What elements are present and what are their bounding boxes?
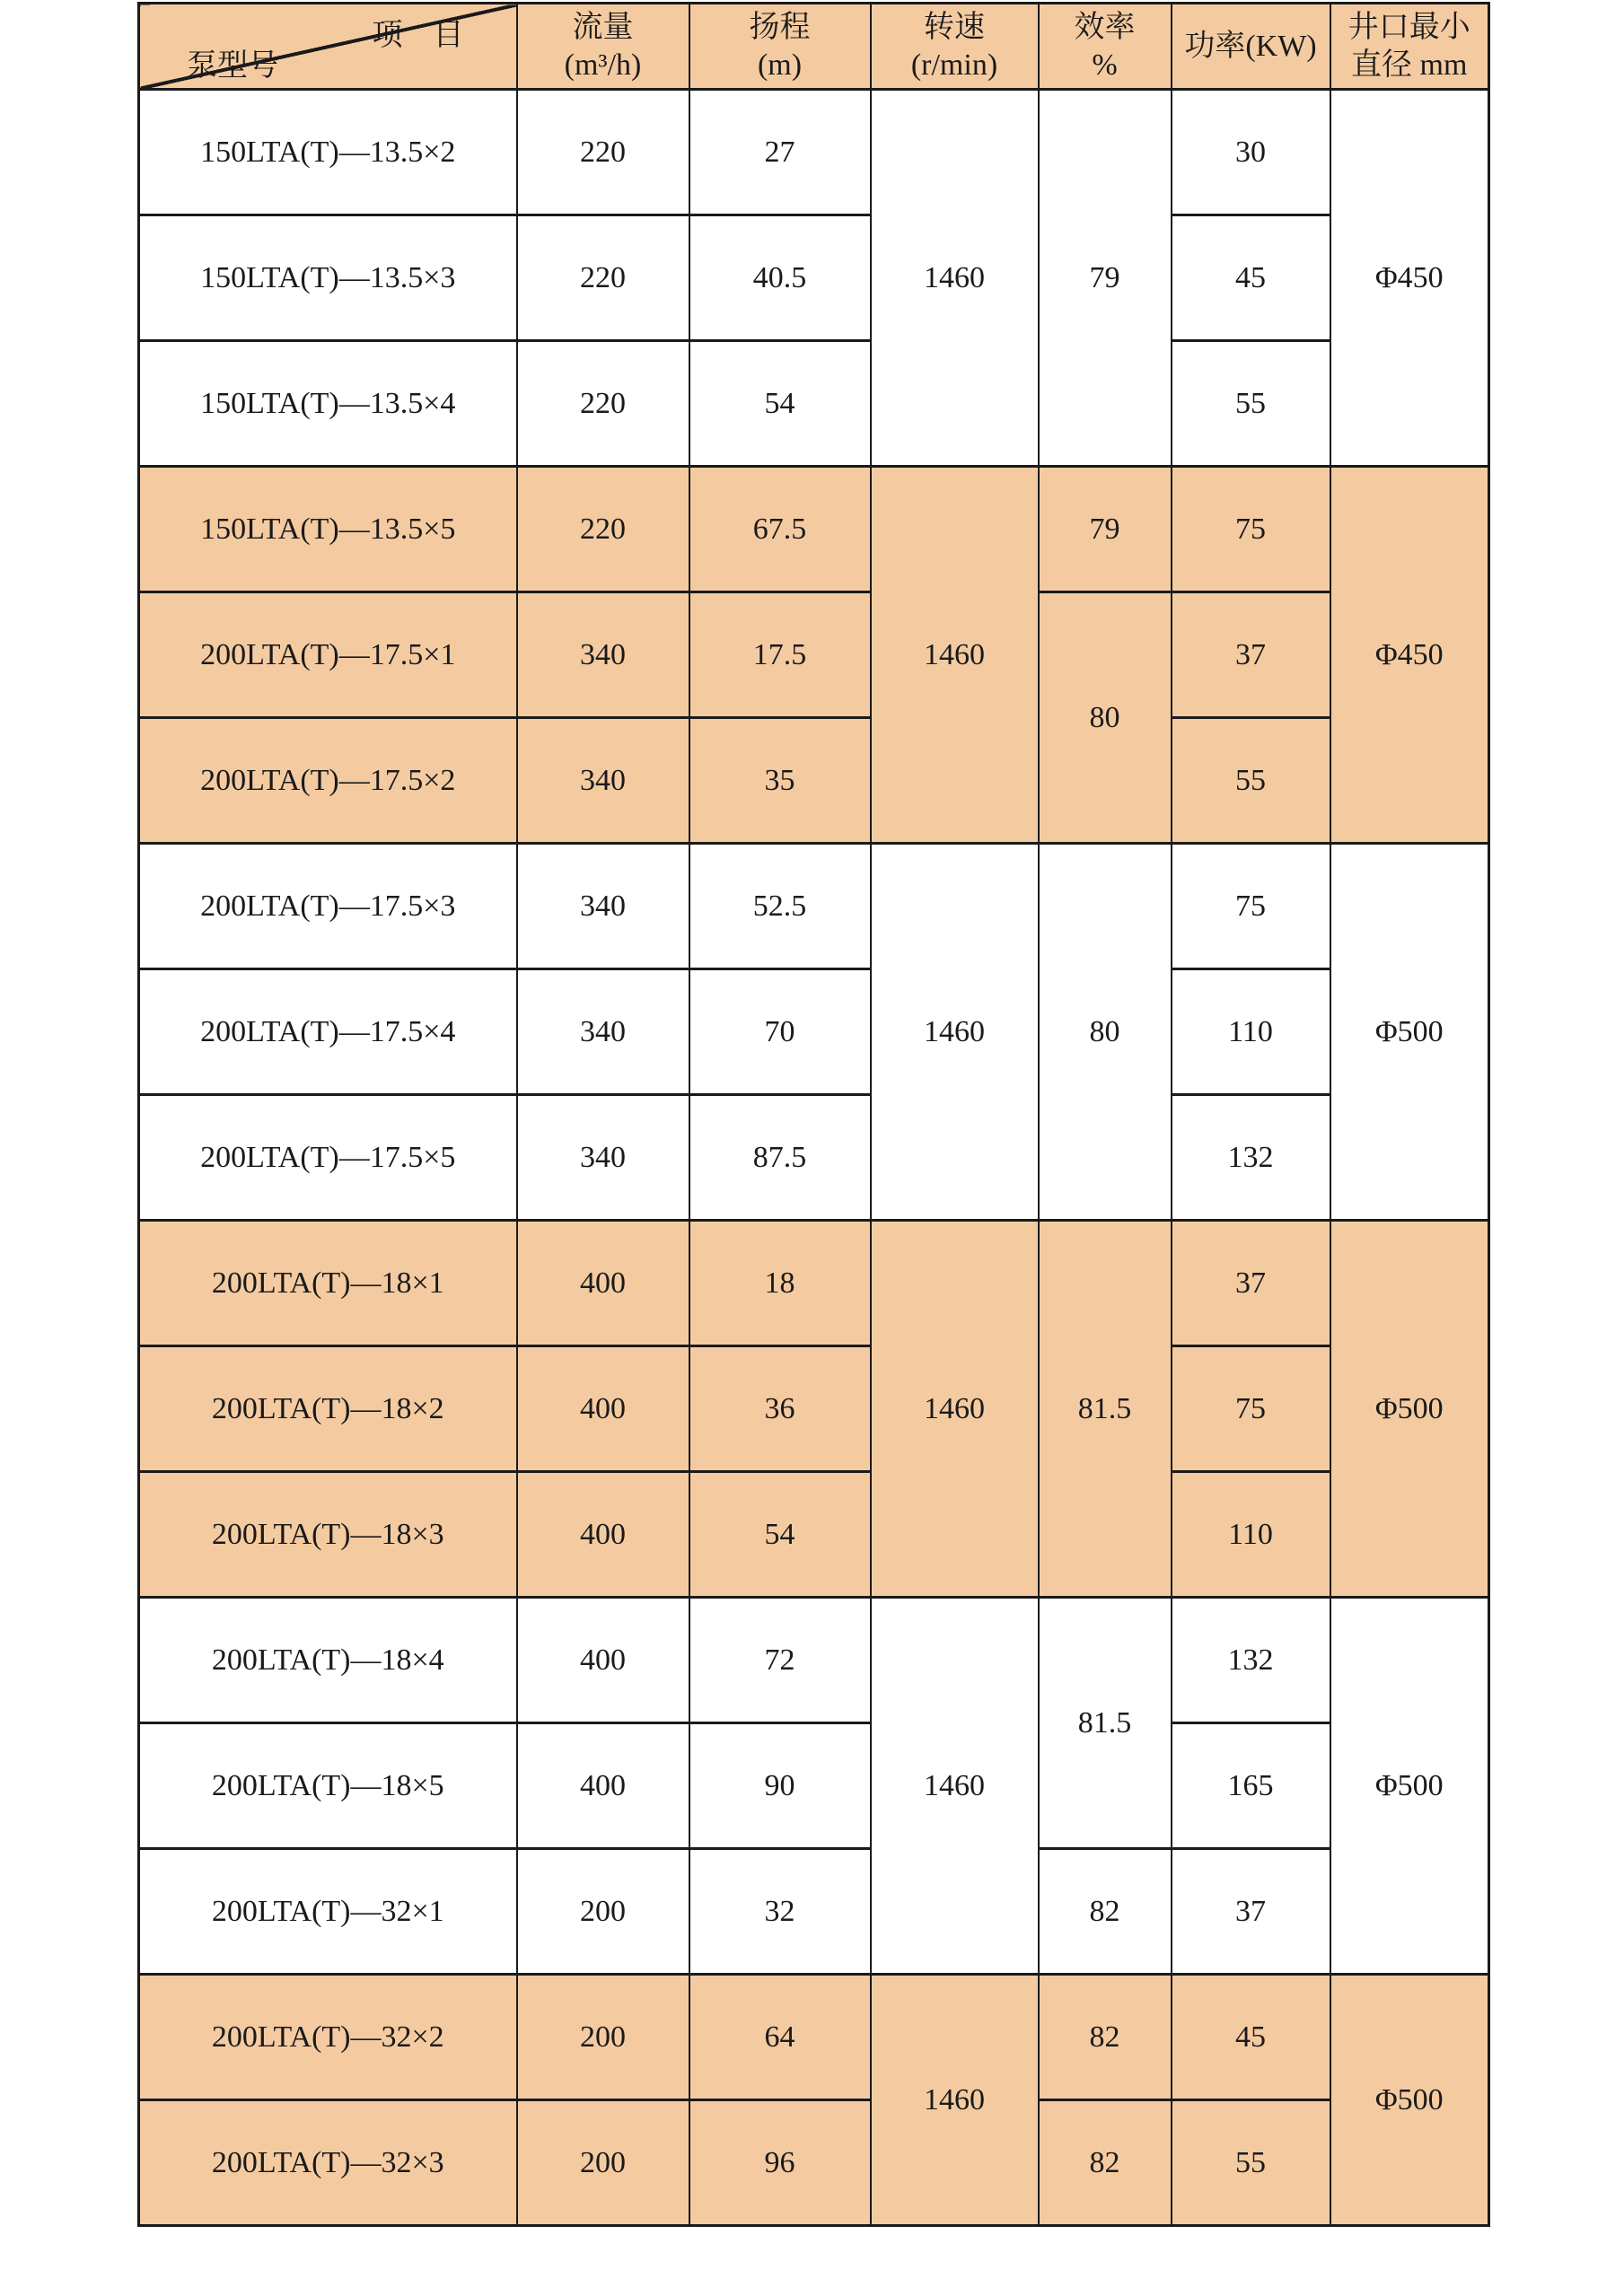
cell-flow: 340 [517, 969, 689, 1095]
cell-flow: 340 [517, 718, 689, 844]
header-well-diameter-name: 井口最小 [1347, 10, 1470, 44]
table-row [139, 1975, 1489, 2100]
cell-eff: 81.5 [1039, 1598, 1172, 1849]
cell-head: 54 [689, 1472, 871, 1598]
cell-power: 55 [1172, 341, 1330, 467]
table-body [139, 90, 1489, 2226]
cell-head: 27 [689, 90, 871, 215]
cell-model: 200LTA(T)—17.5×2 [139, 718, 517, 844]
cell-eff: 80 [1039, 592, 1172, 844]
header-flow [517, 4, 689, 90]
cell-power: 132 [1172, 1095, 1330, 1221]
cell-flow: 200 [517, 1975, 689, 2100]
cell-power: 30 [1172, 90, 1330, 215]
cell-power: 55 [1172, 2100, 1330, 2226]
header-head-unit: (m) [757, 48, 803, 82]
cell-power: 37 [1172, 1221, 1330, 1346]
cell-eff: 79 [1039, 90, 1172, 467]
cell-head: 64 [689, 1975, 871, 2100]
table-row [139, 2100, 1489, 2226]
table-row [139, 1095, 1489, 1221]
cell-model: 200LTA(T)—18×5 [139, 1723, 517, 1849]
cell-power: 75 [1172, 1346, 1330, 1472]
header-well-diameter [1330, 4, 1489, 90]
cell-eff: 82 [1039, 1975, 1172, 2100]
cell-power: 75 [1172, 844, 1330, 969]
table-row [139, 844, 1489, 969]
document-page [137, 2, 1490, 2227]
header-speed [871, 4, 1039, 90]
cell-speed: 1460 [871, 1598, 1039, 1975]
cell-power: 132 [1172, 1598, 1330, 1723]
cell-dia: Φ450 [1330, 90, 1489, 467]
cell-speed: 1460 [871, 467, 1039, 844]
header-flow-unit: (m³/h) [564, 48, 642, 82]
table-row [139, 1723, 1489, 1849]
cell-head: 52.5 [689, 844, 871, 969]
cell-head: 18 [689, 1221, 871, 1346]
cell-head: 67.5 [689, 467, 871, 592]
cell-head: 96 [689, 2100, 871, 2226]
pump-spec-table [137, 2, 1490, 2227]
cell-head: 36 [689, 1346, 871, 1472]
cell-flow: 400 [517, 1723, 689, 1849]
cell-flow: 400 [517, 1346, 689, 1472]
cell-model: 150LTA(T)—13.5×4 [139, 341, 517, 467]
cell-flow: 200 [517, 2100, 689, 2226]
header-efficiency-unit: % [1092, 48, 1118, 82]
cell-speed: 1460 [871, 90, 1039, 467]
cell-head: 87.5 [689, 1095, 871, 1221]
table-row [139, 1598, 1489, 1723]
cell-model: 200LTA(T)—18×2 [139, 1346, 517, 1472]
table-row [139, 467, 1489, 592]
cell-power: 45 [1172, 1975, 1330, 2100]
cell-head: 72 [689, 1598, 871, 1723]
cell-flow: 220 [517, 90, 689, 215]
header-efficiency [1039, 4, 1172, 90]
cell-head: 17.5 [689, 592, 871, 718]
cell-power: 75 [1172, 467, 1330, 592]
cell-power: 110 [1172, 969, 1330, 1095]
table-header [139, 4, 1489, 90]
header-row [139, 4, 1489, 90]
table-row [139, 1346, 1489, 1472]
cell-flow: 340 [517, 844, 689, 969]
cell-dia: Φ500 [1330, 1975, 1489, 2226]
cell-model: 200LTA(T)—18×3 [139, 1472, 517, 1598]
cell-dia: Φ500 [1330, 1221, 1489, 1598]
cell-head: 35 [689, 718, 871, 844]
table-row [139, 1221, 1489, 1346]
cell-flow: 200 [517, 1849, 689, 1975]
cell-model: 200LTA(T)—17.5×4 [139, 969, 517, 1095]
cell-head: 32 [689, 1849, 871, 1975]
cell-model: 200LTA(T)—18×1 [139, 1221, 517, 1346]
cell-dia: Φ500 [1330, 1598, 1489, 1975]
cell-dia: Φ500 [1330, 844, 1489, 1221]
cell-model: 200LTA(T)—18×4 [139, 1598, 517, 1723]
cell-speed: 1460 [871, 1221, 1039, 1598]
cell-power: 55 [1172, 718, 1330, 844]
cell-flow: 220 [517, 215, 689, 341]
cell-power: 37 [1172, 1849, 1330, 1975]
cell-model: 150LTA(T)—13.5×5 [139, 467, 517, 592]
cell-model: 200LTA(T)—17.5×1 [139, 592, 517, 718]
header-speed-name: 转速 [924, 10, 985, 44]
cell-dia: Φ450 [1330, 467, 1489, 844]
cell-model: 200LTA(T)—32×1 [139, 1849, 517, 1975]
header-head-name: 扬程 [749, 10, 811, 44]
header-power [1172, 4, 1330, 90]
cell-speed: 1460 [871, 1975, 1039, 2226]
cell-eff: 82 [1039, 1849, 1172, 1975]
header-pump-model-diagonal [139, 4, 517, 90]
cell-power: 165 [1172, 1723, 1330, 1849]
cell-head: 90 [689, 1723, 871, 1849]
cell-flow: 400 [517, 1598, 689, 1723]
cell-power: 110 [1172, 1472, 1330, 1598]
table-row [139, 215, 1489, 341]
cell-eff: 79 [1039, 467, 1172, 592]
cell-flow: 220 [517, 341, 689, 467]
header-pump-model-label: 泵型号 [187, 49, 278, 83]
cell-flow: 220 [517, 467, 689, 592]
table-row [139, 341, 1489, 467]
cell-flow: 400 [517, 1221, 689, 1346]
table-row [139, 1472, 1489, 1598]
cell-eff: 82 [1039, 2100, 1172, 2226]
cell-flow: 340 [517, 1095, 689, 1221]
cell-model: 200LTA(T)—32×2 [139, 1975, 517, 2100]
table-row [139, 969, 1489, 1095]
cell-model: 150LTA(T)—13.5×2 [139, 90, 517, 215]
cell-speed: 1460 [871, 844, 1039, 1221]
header-power-name: 功率(KW) [1184, 29, 1317, 63]
table-row [139, 592, 1489, 718]
cell-model: 150LTA(T)—13.5×3 [139, 215, 517, 341]
table-row [139, 718, 1489, 844]
cell-head: 70 [689, 969, 871, 1095]
header-efficiency-name: 效率 [1074, 10, 1136, 44]
table-row [139, 1849, 1489, 1975]
cell-flow: 400 [517, 1472, 689, 1598]
cell-model: 200LTA(T)—17.5×5 [139, 1095, 517, 1221]
header-flow-name: 流量 [572, 10, 634, 44]
header-well-diameter-unit: 直径 mm [1351, 48, 1468, 82]
cell-power: 37 [1172, 592, 1330, 718]
cell-head: 40.5 [689, 215, 871, 341]
cell-model: 200LTA(T)—17.5×3 [139, 844, 517, 969]
cell-eff: 80 [1039, 844, 1172, 1221]
header-item-label: 项 目 [372, 19, 464, 52]
table-row [139, 90, 1489, 215]
header-speed-unit: (r/min) [910, 48, 998, 82]
cell-power: 45 [1172, 215, 1330, 341]
cell-flow: 340 [517, 592, 689, 718]
cell-model: 200LTA(T)—32×3 [139, 2100, 517, 2226]
header-head [689, 4, 871, 90]
cell-head: 54 [689, 341, 871, 467]
cell-eff: 81.5 [1039, 1221, 1172, 1598]
